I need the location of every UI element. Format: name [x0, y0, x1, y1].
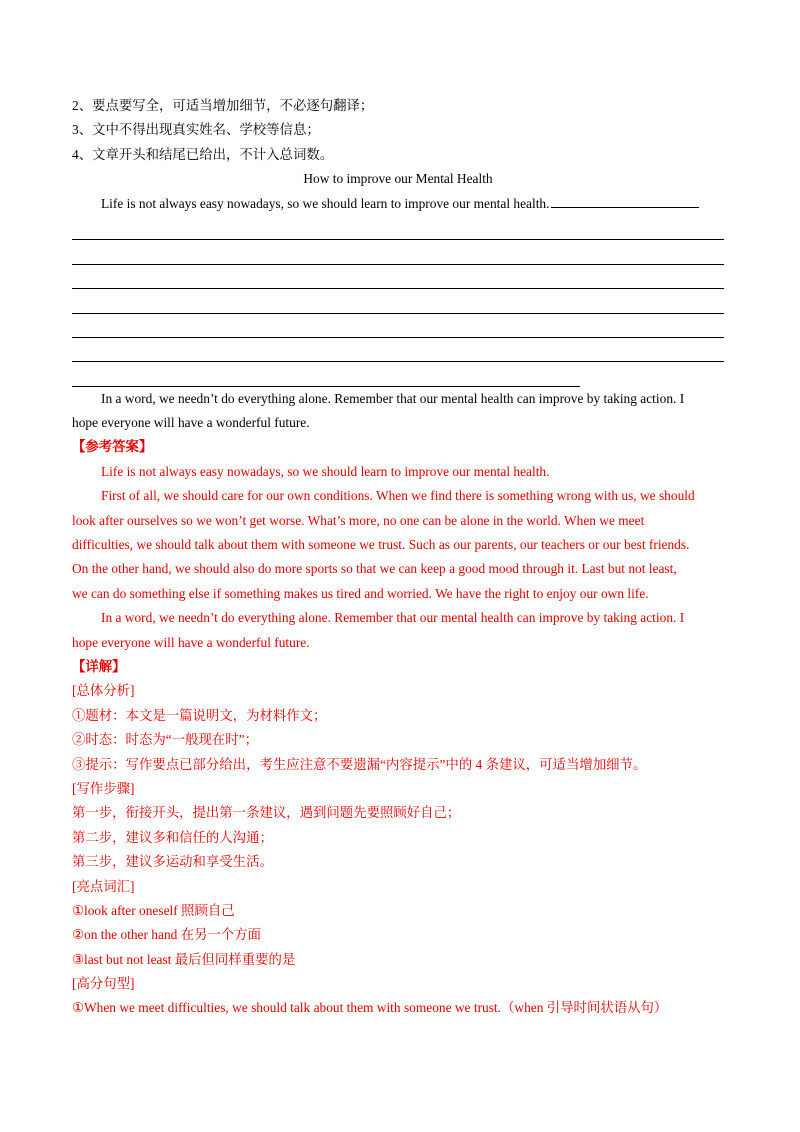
answer-line: On the other hand, we should also do more sports so that we can keep a good mood through it. Last but not least,: [72, 561, 677, 577]
essay-opening-line: [72, 192, 724, 216]
detail-heading: 【详解】: [72, 658, 126, 674]
writing-line[interactable]: [72, 362, 580, 386]
writing-line[interactable]: [72, 338, 724, 362]
writing-line[interactable]: [72, 265, 724, 289]
section-label: [总体分析]: [72, 683, 135, 699]
vocab-item: ③last but not least 最后但同样重要的是: [72, 951, 296, 967]
overall-item: ③提示：写作要点已部分给出，考生应注意不要遗漏“内容提示”中的 4 条建议，可适当增加细节。: [72, 756, 647, 772]
overall-item: ①题材：本文是一篇说明文，为材料作文；: [72, 707, 327, 723]
requirement-line: 4、文章开头和结尾已给出，不计入总词数。: [72, 146, 334, 162]
step-item: 第一步，衔接开头，提出第一条建议，遇到问题先要照顾好自己；: [72, 805, 461, 821]
answer-line: we can do something else if something makes us tired and worried. We have the right to enjoy our own life.: [72, 585, 649, 601]
essay-closing-line: In a word, we needn’t do everything alone. Remember that our mental health can improve by taking action. I: [101, 390, 685, 406]
answer-heading: 【参考答案】: [72, 439, 153, 455]
writing-line[interactable]: [72, 216, 724, 240]
step-item: 第三步，建议多运动和享受生活。: [72, 854, 273, 870]
answer-line: In a word, we needn’t do everything alone. Remember that our mental health can improve by taking action. I: [101, 610, 685, 626]
writing-line[interactable]: [72, 314, 724, 338]
answer-line: difficulties, we should talk about them with someone we trust. Such as our parents, our teachers or our best friends.: [72, 537, 690, 553]
vocab-item: ②on the other hand 在另一个方面: [72, 927, 262, 943]
requirement-line: 3、文中不得出现真实姓名、学校等信息；: [72, 122, 320, 138]
vocab-item: ①look after oneself 照顾自己: [72, 902, 235, 918]
essay-closing-line: hope everyone will have a wonderful future.: [72, 415, 310, 431]
section-label: [亮点词汇]: [72, 878, 135, 894]
writing-line[interactable]: [72, 240, 724, 264]
answer-line: look after ourselves so we won’t get worse. What’s more, no one can be alone in the world. When we meet: [72, 512, 645, 528]
writing-line[interactable]: [72, 289, 724, 313]
answer-line: First of all, we should care for our own conditions. When we find there is something wrong with us, we should: [101, 488, 695, 504]
essay-opening: Life is not always easy nowadays, so we should learn to improve our mental health.: [101, 195, 550, 211]
sentence-item: ①When we meet difficulties, we should talk about them with someone we trust.（when 引导时间状语从句）: [72, 1000, 668, 1016]
answer-line: hope everyone will have a wonderful future.: [72, 634, 310, 650]
essay-title: How to improve our Mental Health: [303, 171, 493, 187]
overall-item: ②时态：时态为“一般现在时”；: [72, 732, 258, 748]
step-item: 第二步，建议多和信任的人沟通；: [72, 829, 273, 845]
section-label: [高分句型]: [72, 976, 135, 992]
requirement-line: 2、要点要写全，可适当增加细节，不必逐句翻译；: [72, 98, 374, 113]
answer-line: Life is not always easy nowadays, so we should learn to improve our mental health.: [101, 463, 550, 479]
writing-blank[interactable]: [551, 192, 699, 208]
document-page: [72, 94, 724, 1021]
section-label: [写作步骤]: [72, 780, 135, 796]
